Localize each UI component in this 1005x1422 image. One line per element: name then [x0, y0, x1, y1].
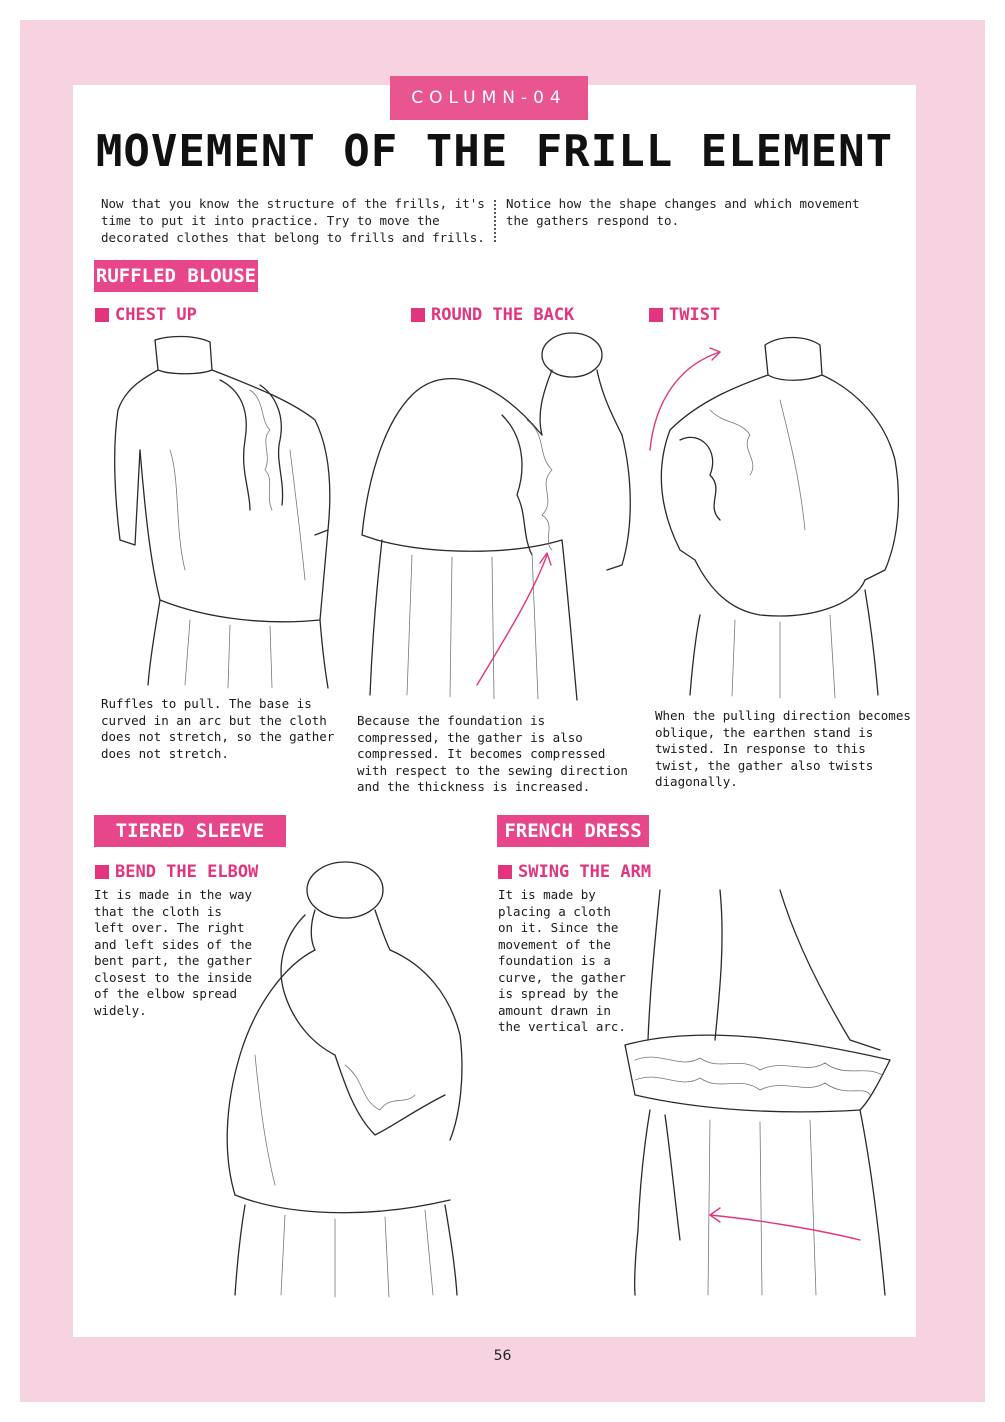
sub-label-swing-the-arm [498, 862, 651, 882]
bullet-square-icon [411, 308, 425, 322]
sub-label-round-the-back-text: ROUND THE BACK [431, 305, 575, 325]
bullet-square-icon [95, 865, 109, 879]
section-label-tiered-sleeve: TIERED SLEEVE [94, 815, 286, 847]
bend-the-elbow-caption: It is made in the way that the cloth is left over. The right and left sides of the bent part, the gather closest to the inside of the elbow spread widely. [94, 887, 253, 1018]
page-title: MOVEMENT OF THE FRILL ELEMENT [95, 126, 894, 177]
section-label-ruffled-blouse: RUFFLED BLOUSE [94, 260, 258, 292]
column-tag: COLUMN-04 [390, 76, 588, 120]
page-number: 56 [493, 1348, 512, 1364]
chest-up-caption: Ruffles to pull. The base is curved in an arc but the cloth does not stretch, so the gather does not stretch. [101, 696, 335, 761]
twist-illustration [640, 330, 910, 700]
intro-text-right: Notice how the shape changes and which movement the gathers respond to. [506, 196, 860, 228]
bullet-square-icon [95, 308, 109, 322]
sub-label-twist [649, 305, 720, 325]
chest-up-illustration [100, 330, 350, 690]
sub-label-bend-the-elbow-text: BEND THE ELBOW [115, 862, 259, 882]
twist-caption: When the pulling direction becomes oblique, the earthen stand is twisted. In response to this twist, the gather also twists diagonally. [655, 708, 911, 789]
bend-the-elbow-illustration [215, 855, 485, 1300]
sub-label-swing-the-arm-text: SWING THE ARM [518, 862, 652, 882]
swing-the-arm-caption: It is made by placing a cloth on it. Since the movement of the foundation is a curve, the gather is spread by the amount drawn in the vertical arc. [498, 887, 626, 1034]
sub-label-chest-up [95, 305, 197, 325]
sub-label-chest-up-text: CHEST UP [115, 305, 197, 325]
intro-text-left: Now that you know the structure of the frills, it's time to put it into practice. Try to move the decorated clothes that belong to frills and frills. [101, 196, 485, 245]
intro-divider [494, 200, 496, 242]
swing-the-arm-illustration [620, 880, 905, 1300]
bullet-square-icon [649, 308, 663, 322]
sub-label-twist-text: TWIST [669, 305, 721, 325]
bullet-square-icon [498, 865, 512, 879]
section-label-french-dress: FRENCH DRESS [497, 815, 649, 847]
sub-label-round-the-back [411, 305, 574, 325]
round-the-back-caption: Because the foundation is compressed, the gather is also compressed. It becomes compressed with respect to the sewing direction and the thickness is increased. [357, 713, 628, 794]
round-the-back-illustration [352, 325, 637, 705]
